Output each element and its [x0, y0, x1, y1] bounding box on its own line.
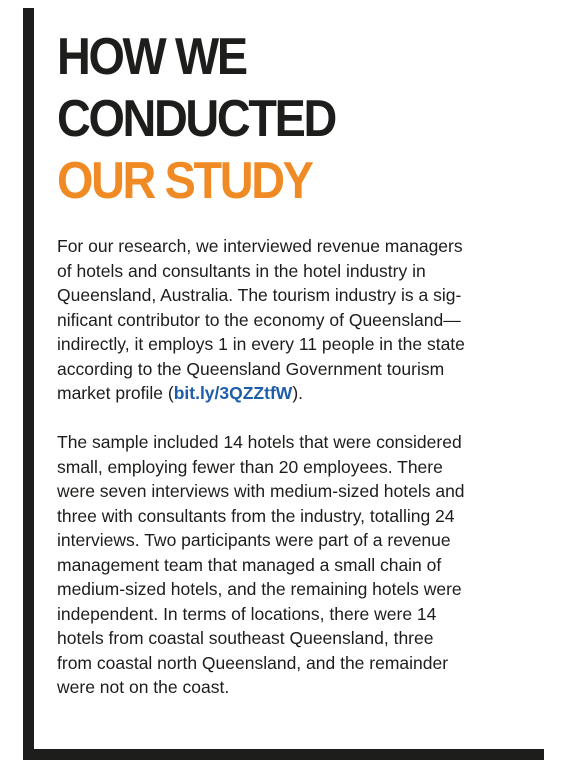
paragraph-1-line: indirectly, it employs 1 in every 11 people in the state — [57, 334, 465, 354]
paragraph-gap — [57, 406, 539, 431]
left-border-rule — [23, 8, 34, 760]
paragraph-1-last-line — [57, 381, 539, 406]
paragraph-1-line: according to the Queensland Government tourism — [57, 358, 445, 379]
paragraph-2-line: interviews. Two participants were part of a revenue — [57, 530, 451, 550]
paragraph-2-line: independent. In terms of locations, there were 14 — [57, 603, 437, 624]
paragraph-1-line: nificant contributor to the economy of Queensland— — [57, 309, 461, 330]
headline-line-1: HOW WE — [57, 28, 246, 86]
paragraph-2-line: three with consultants from the industry, totalling 24 — [57, 505, 455, 526]
headline — [57, 26, 335, 212]
headline-line-3: OUR STUDY — [57, 152, 312, 210]
paragraph-2-line: The sample included 14 hotels that were considered — [57, 432, 462, 452]
article-body — [57, 234, 539, 700]
paragraph-1-line: Queensland, Australia. The tourism industry is a sig- — [57, 285, 462, 305]
paragraph-2-line: were seven interviews with medium-sized hotels and — [57, 481, 465, 501]
paragraph-1-line: of hotels and consultants in the hotel industry in — [57, 260, 426, 281]
paragraph-2-line: medium-sized hotels, and the remaining hotels were — [57, 579, 462, 599]
short-link[interactable]: bit.ly/3QZZtfW — [173, 383, 293, 403]
paragraph-1-last-line-prefix: market profile ( — [57, 383, 174, 403]
bottom-border-rule — [23, 749, 544, 760]
paragraph-2-line: management team that managed a small chain of — [57, 554, 442, 575]
paragraph-1-last-line-suffix: ). — [292, 383, 304, 403]
paragraph-1-line: For our research, we interviewed revenue managers — [57, 236, 463, 256]
paragraph-2-line: small, employing fewer than 20 employees. There — [57, 456, 443, 477]
paragraph-2-line: hotels from coastal southeast Queensland, three — [57, 628, 434, 648]
paragraph-2-line: were not on the coast. — [57, 677, 230, 697]
paragraph-2-line: from coastal north Queensland, and the remainder — [57, 652, 449, 673]
headline-line-2: CONDUCTED — [57, 90, 335, 148]
